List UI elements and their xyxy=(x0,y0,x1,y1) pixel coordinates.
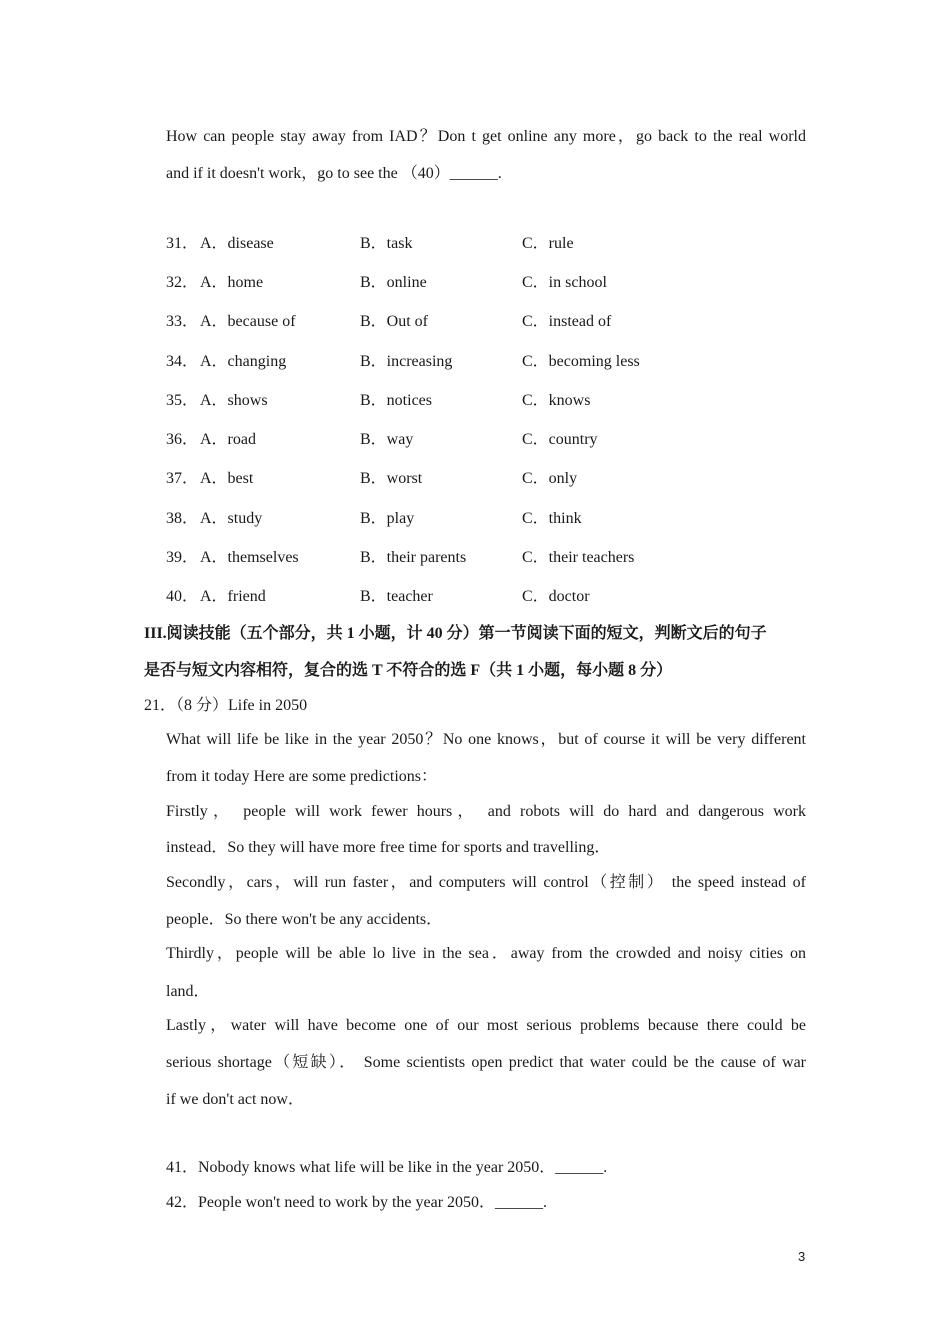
choice-number: 34． xyxy=(166,353,199,370)
choice-option-a: A．disease xyxy=(200,235,274,252)
passage-p5-line-2: serious shortage（短缺）． Some scientists open predict that water could be the cause of war xyxy=(166,1054,806,1071)
choice-option-a: A．because of xyxy=(200,313,296,330)
choice-number: 38． xyxy=(166,510,199,527)
choice-number: 40． xyxy=(166,588,199,605)
choice-number: 36． xyxy=(166,431,199,448)
choice-option-a: A．shows xyxy=(200,392,268,409)
passage-p3-line-2: people．So there won't be any accidents． xyxy=(166,911,443,928)
choice-number: 37． xyxy=(166,470,199,487)
choice-option-a: A．home xyxy=(200,274,264,291)
choice-number: 32． xyxy=(166,274,199,291)
page-number: 3 xyxy=(798,1249,806,1264)
section-heading-line-2: 是否与短文内容相符，复合的选 T 不符合的选 F（共 1 小题，每小题 8 分） xyxy=(144,662,673,679)
choice-option-c: C．rule xyxy=(522,235,574,252)
passage-p5-line-3: if we don't act now． xyxy=(166,1091,304,1108)
choice-option-a: A．best xyxy=(200,470,254,487)
choice-option-a: A．changing xyxy=(200,353,287,370)
passage-p5-line-1: Lastly，water will have become one of our most serious problems because there could be xyxy=(166,1017,806,1034)
statement-41: 41．Nobody knows what life will be like in the year 2050．______. xyxy=(166,1159,608,1176)
passage-p4-line-2: land． xyxy=(166,983,210,1000)
passage-p4-line-1: Thirdly，people will be able lo live in the sea．away from the crowded and noisy cities on xyxy=(166,945,806,962)
choice-option-b: B．worst xyxy=(360,470,423,487)
choice-option-c: C．their teachers xyxy=(522,549,635,566)
choice-option-c: C．doctor xyxy=(522,588,590,605)
choice-option-b: B．notices xyxy=(360,392,432,409)
choice-option-c: C．only xyxy=(522,470,578,487)
passage-p1-line-1: What will life be like in the year 2050？No one knows，but of course it will be very different xyxy=(166,731,806,748)
intro-line-1: How can people stay away from IAD？Don t get online any more，go back to the real world xyxy=(166,128,806,145)
intro-line-2: and if it doesn't work，go to see the （40）______. xyxy=(166,165,502,182)
choice-option-a: A．study xyxy=(200,510,263,527)
choice-option-c: C．becoming less xyxy=(522,353,640,370)
choice-option-b: B．increasing xyxy=(360,353,453,370)
choice-option-b: B．teacher xyxy=(360,588,433,605)
section-heading-line-1: III.阅读技能（五个部分，共 1 小题，计 40 分）第一节阅读下面的短文，判断文后的句子 xyxy=(144,625,767,642)
passage-p3-line-1: Secondly，cars，will run faster，and computers will control（控制） the speed instead of xyxy=(166,874,806,891)
choice-number: 39． xyxy=(166,549,199,566)
passage-p1-line-2: from it today Here are some predictions： xyxy=(166,768,438,785)
choice-option-a: A．road xyxy=(200,431,256,448)
passage-p2-line-2: instead．So they will have more free time for sports and travelling． xyxy=(166,839,611,856)
passage-p2-line-1: Firstly， people will work fewer hours， and robots will do hard and dangerous work xyxy=(166,803,806,820)
choice-option-b: B．Out of xyxy=(360,313,429,330)
choice-option-b: B．way xyxy=(360,431,414,448)
choice-option-c: C．country xyxy=(522,431,598,448)
choice-option-b: B．task xyxy=(360,235,413,252)
choice-option-b: B．online xyxy=(360,274,427,291)
choice-option-b: B．their parents xyxy=(360,549,467,566)
choice-number: 35． xyxy=(166,392,199,409)
question-21-title: 21．（8 分）Life in 2050 xyxy=(144,697,308,714)
choice-option-a: A．friend xyxy=(200,588,266,605)
statement-42: 42．People won't need to work by the year 2050．______. xyxy=(166,1194,548,1211)
choice-option-c: C．think xyxy=(522,510,582,527)
choice-number: 31． xyxy=(166,235,199,252)
choice-option-b: B．play xyxy=(360,510,415,527)
choice-option-c: C．instead of xyxy=(522,313,612,330)
choice-option-c: C．in school xyxy=(522,274,607,291)
choice-option-c: C．knows xyxy=(522,392,591,409)
choice-option-a: A．themselves xyxy=(200,549,299,566)
choice-number: 33． xyxy=(166,313,199,330)
